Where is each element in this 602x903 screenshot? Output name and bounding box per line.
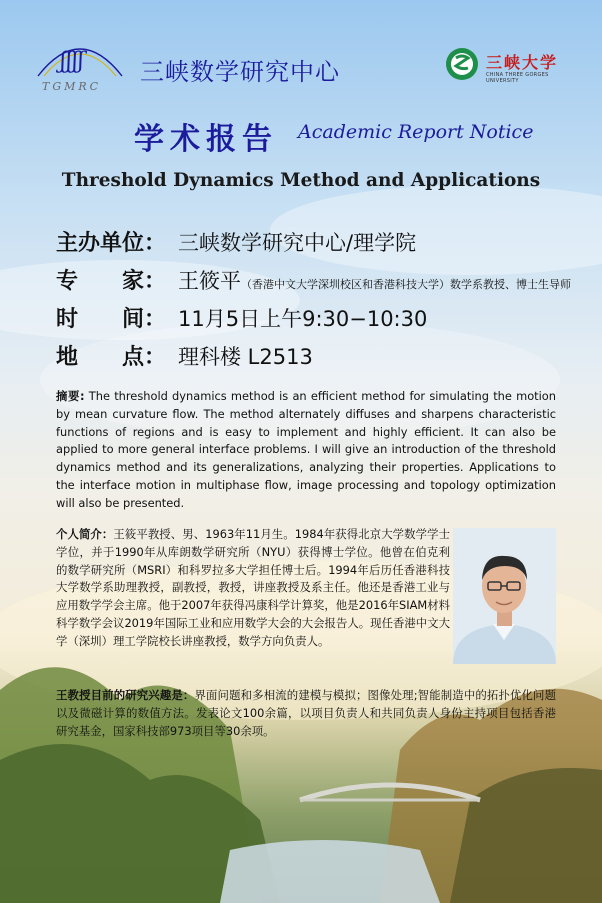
expert-name: 王筱平	[178, 269, 241, 293]
bio-text: 王筱平教授、男、1963年11月生。1984年获得北京大学数学学士学位，并于1990年从库朗数学研究所（NYU）获得博士学位。他曾在伯克利的数学研究所（MSRI）和科罗拉多大学担任博士后。1994年后历任香港科技大学数学系助理教授，副教授，教授，讲座教授及系主任。他还是香港工业与应用数学学会主席。他于2007年获得冯康科学计算奖，他是2016年SIAM材料科学数学会议2019年国际工业和应用数学大会的大会报告人。现任香港中文大学（深圳）理工学院校长讲座教授，数学方向负责人。	[56, 527, 450, 648]
expert-label: 专 家：	[56, 269, 167, 294]
time-label: 时 间：	[56, 307, 167, 332]
university-emblem-icon	[444, 46, 480, 82]
abstract-text: The threshold dynamics method is an efficient method for simulating the motion by mean curvature flow. The method alternately diffuses and sharpens characteristic functions of regions and is easy to implement and highly efficient. It can also be applied to more general interface problems. I will give an introduction of the threshold dynamics method and its generalizations, analyzing their properties. Applications to the interface motion in multiphase flow, image processing and topology optimization will also be presented.	[56, 389, 556, 510]
place-label: 地 点：	[56, 345, 167, 370]
abstract-label: 摘要:	[56, 389, 85, 403]
place-value: 理科楼 L2513	[178, 345, 313, 369]
expert-affiliation: （香港中文大学深圳校区和香港科技大学）数学系教授、博士生导师	[241, 278, 571, 291]
center-name: 三峡数学研究中心	[140, 58, 340, 86]
research-interests	[56, 687, 556, 740]
report-title-en: Academic Report Notice	[298, 121, 534, 143]
abstract	[56, 388, 556, 513]
organizer-label: 主办单位：	[56, 231, 167, 256]
talk-title: Threshold Dynamics Method and Applications	[61, 170, 541, 191]
organizer-value: 三峡数学研究中心/理学院	[178, 231, 417, 255]
time-row	[56, 302, 427, 333]
university-name-en: CHINA THREE GORGES UNIVERSITY	[486, 72, 549, 84]
research-label: 王教授目前的研究兴趣是：	[56, 688, 195, 702]
center-logo-mark	[30, 30, 130, 80]
expert-row	[56, 264, 571, 295]
center-logo	[30, 30, 130, 96]
svg-text:ʃʃʃʃ: ʃʃʃʃ	[60, 49, 84, 74]
center-logo-text: TGMRC	[42, 80, 102, 93]
bio-label: 个人简介：	[56, 527, 114, 541]
place-row	[56, 340, 313, 371]
speaker-photo	[453, 528, 556, 664]
report-title-cn: 学术报告	[134, 122, 278, 157]
biography	[56, 526, 450, 651]
research-text: 界面问题和多相流的建模与模拟；图像处理;智能制造中的拓扑优化问题以及微磁计算的数值方法。发表论文100余篇，以项目负责人和共同负责人身份主持项目包括香港研究基金，国家科技部973项目等30余项。	[56, 688, 556, 738]
time-value: 11月5日上午9:30−10:30	[178, 307, 428, 331]
university-name-cn: 三峡大学	[486, 53, 559, 72]
organizer-row	[56, 226, 416, 257]
speaker-portrait-icon	[453, 528, 556, 664]
university-logo	[444, 50, 574, 84]
